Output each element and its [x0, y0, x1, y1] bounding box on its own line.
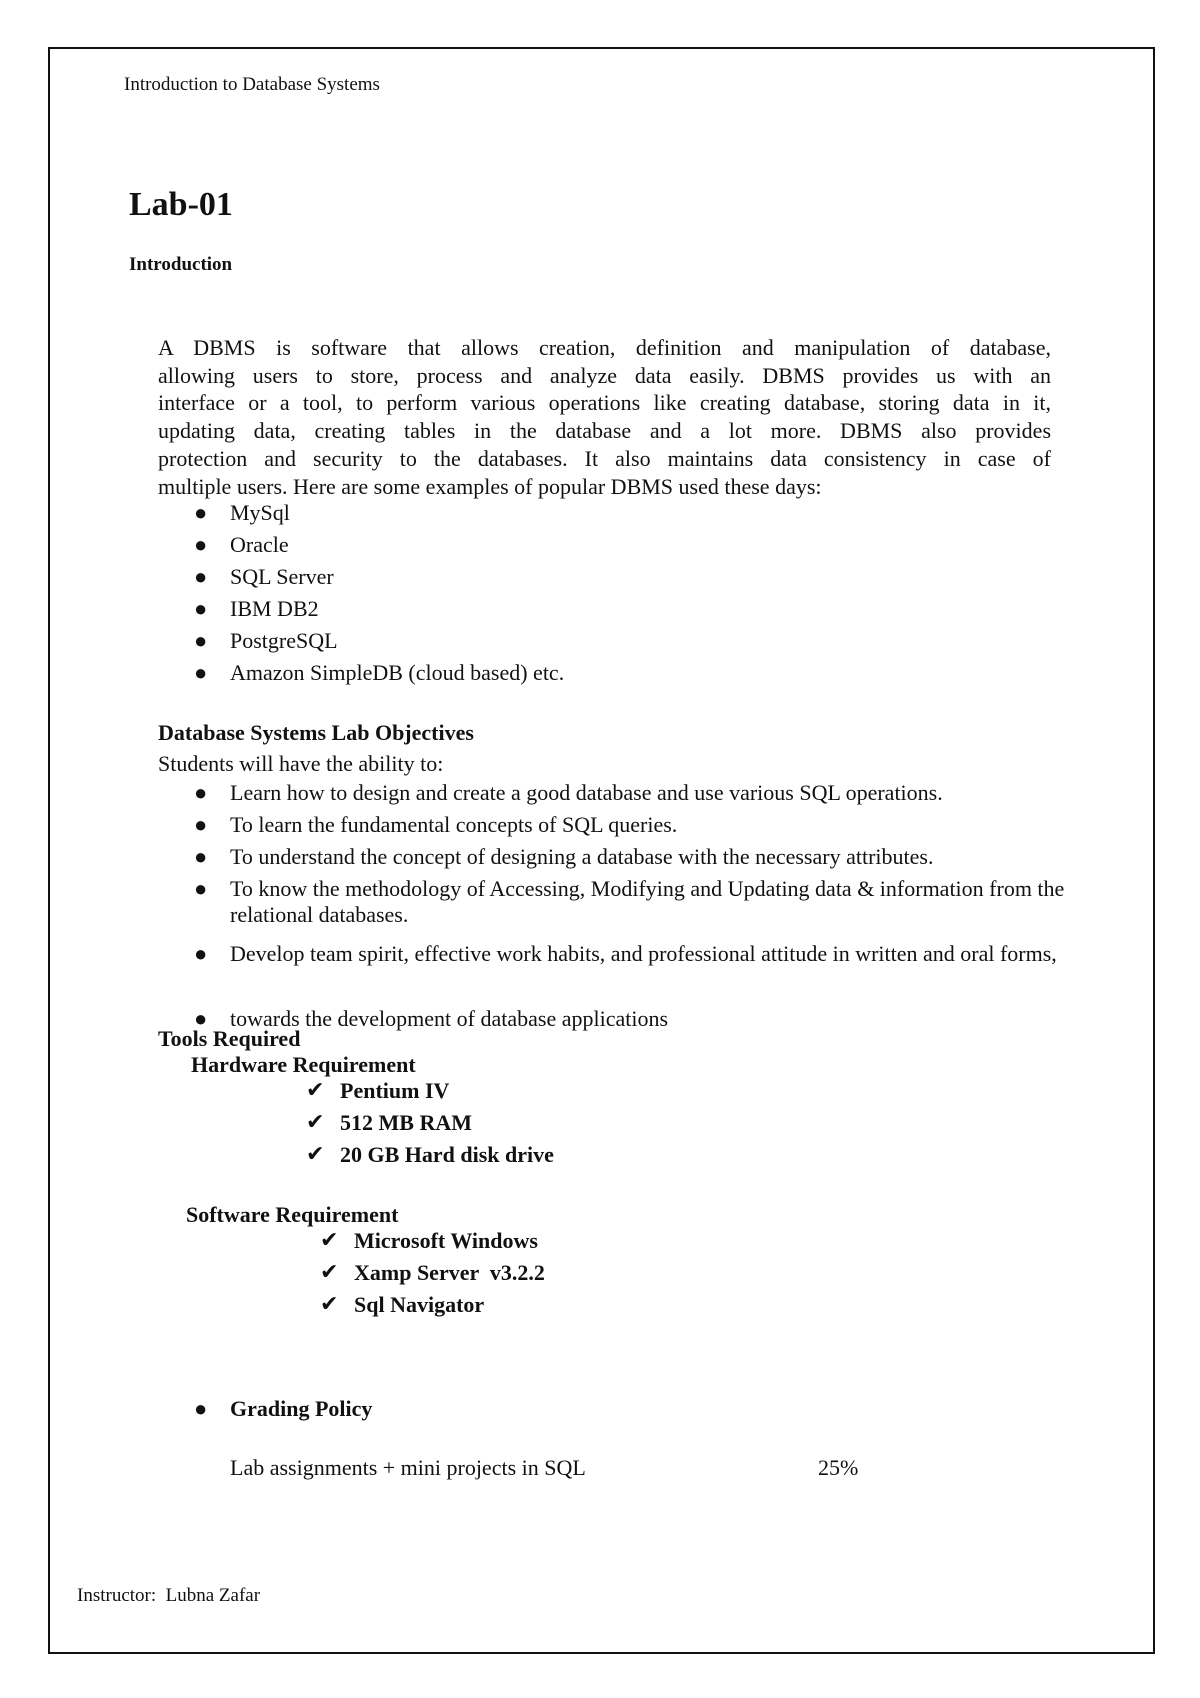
bullet-icon: ●: [194, 941, 208, 966]
list-item: ● To learn the fundamental concepts of SQL queries.: [194, 812, 678, 837]
grading-row-label: Lab assignments + mini projects in SQL: [230, 1455, 586, 1480]
bullet-icon: ●: [194, 500, 208, 525]
paragraph-line: multiple users. Here are some examples of popular DBMS used these days:: [158, 473, 822, 499]
lab-title: Lab-01: [129, 186, 233, 223]
tools-heading: Tools Required: [158, 1026, 301, 1051]
objectives-intro: Students will have the ability to:: [158, 751, 444, 776]
list-item: ● Learn how to design and create a good database and use various SQL operations.: [194, 780, 943, 805]
list-item: ● To know the methodology of Accessing, Modifying and Updating data & information from the relational databases.: [194, 876, 1065, 927]
check-icon: ✔: [306, 1078, 325, 1103]
paragraph-line: updating data, creating tables in the database and a lot more. DBMS also provides: [158, 418, 1051, 444]
list-item: ● PostgreSQL: [194, 628, 338, 653]
page-footer: Instructor: Lubna Zafar: [77, 1585, 261, 1606]
bullet-icon: ●: [194, 812, 208, 837]
dbms-examples-list: [158, 500, 1058, 692]
hardware-heading: Hardware Requirement: [191, 1052, 416, 1077]
introduction-heading: Introduction: [129, 254, 233, 275]
software-list: [320, 1228, 545, 1324]
grading-row-value: 25%: [818, 1455, 859, 1480]
list-item: ● To understand the concept of designing a database with the necessary attributes.: [194, 844, 934, 869]
list-item: ✔ Microsoft Windows: [320, 1228, 538, 1253]
objectives-heading: Database Systems Lab Objectives: [158, 720, 474, 745]
paragraph-line: allowing users to store, process and analyze data easily. DBMS provides us with an: [158, 362, 1051, 388]
bullet-icon: ●: [194, 532, 208, 557]
list-item: ✔ 20 GB Hard disk drive: [306, 1142, 554, 1167]
software-heading: Software Requirement: [186, 1202, 399, 1227]
check-icon: ✔: [320, 1292, 339, 1317]
list-item: ● Oracle: [194, 532, 289, 557]
hardware-list: [306, 1078, 554, 1174]
bullet-icon: ●: [194, 564, 208, 589]
list-item: ● towards the development of database applications: [194, 1006, 669, 1031]
list-item: ✔ Xamp Server v3.2.2: [320, 1260, 545, 1285]
bullet-icon: ●: [194, 628, 208, 653]
grading-policy-heading: ● Grading Policy: [194, 1396, 373, 1421]
list-item: ✔ Sql Navigator: [320, 1292, 485, 1317]
check-icon: ✔: [306, 1142, 325, 1167]
page-header: Introduction to Database Systems: [124, 74, 380, 95]
list-item: ● SQL Server: [194, 564, 334, 589]
bullet-icon: ●: [194, 876, 208, 901]
paragraph-line: protection and security to the databases. It also maintains data consistency in case of: [158, 445, 1051, 471]
list-item: ● IBM DB2: [194, 596, 319, 621]
list-item: ● MySql: [194, 500, 290, 525]
check-icon: ✔: [306, 1110, 325, 1135]
bullet-icon: ●: [194, 1006, 208, 1031]
bullet-icon: ●: [194, 1396, 208, 1421]
check-icon: ✔: [320, 1228, 339, 1253]
check-icon: ✔: [320, 1260, 339, 1285]
bullet-icon: ●: [194, 780, 208, 805]
bullet-icon: ●: [194, 596, 208, 621]
list-item: ✔ Pentium IV: [306, 1078, 450, 1103]
list-item: ● Develop team spirit, effective work habits, and professional attitude in written and oral forms,: [194, 941, 1057, 966]
paragraph-line: interface or a tool, to perform various operations like creating database, storing data in it,: [158, 390, 1051, 416]
objectives-list: [158, 780, 1108, 1038]
list-item: ● Amazon SimpleDB (cloud based) etc.: [194, 660, 565, 685]
paragraph-line: A DBMS is software that allows creation, definition and manipulation of database,: [158, 335, 1051, 360]
bullet-icon: ●: [194, 844, 208, 869]
list-item: ✔ 512 MB RAM: [306, 1110, 472, 1135]
introduction-paragraph: [158, 334, 1051, 500]
bullet-icon: ●: [194, 660, 208, 685]
